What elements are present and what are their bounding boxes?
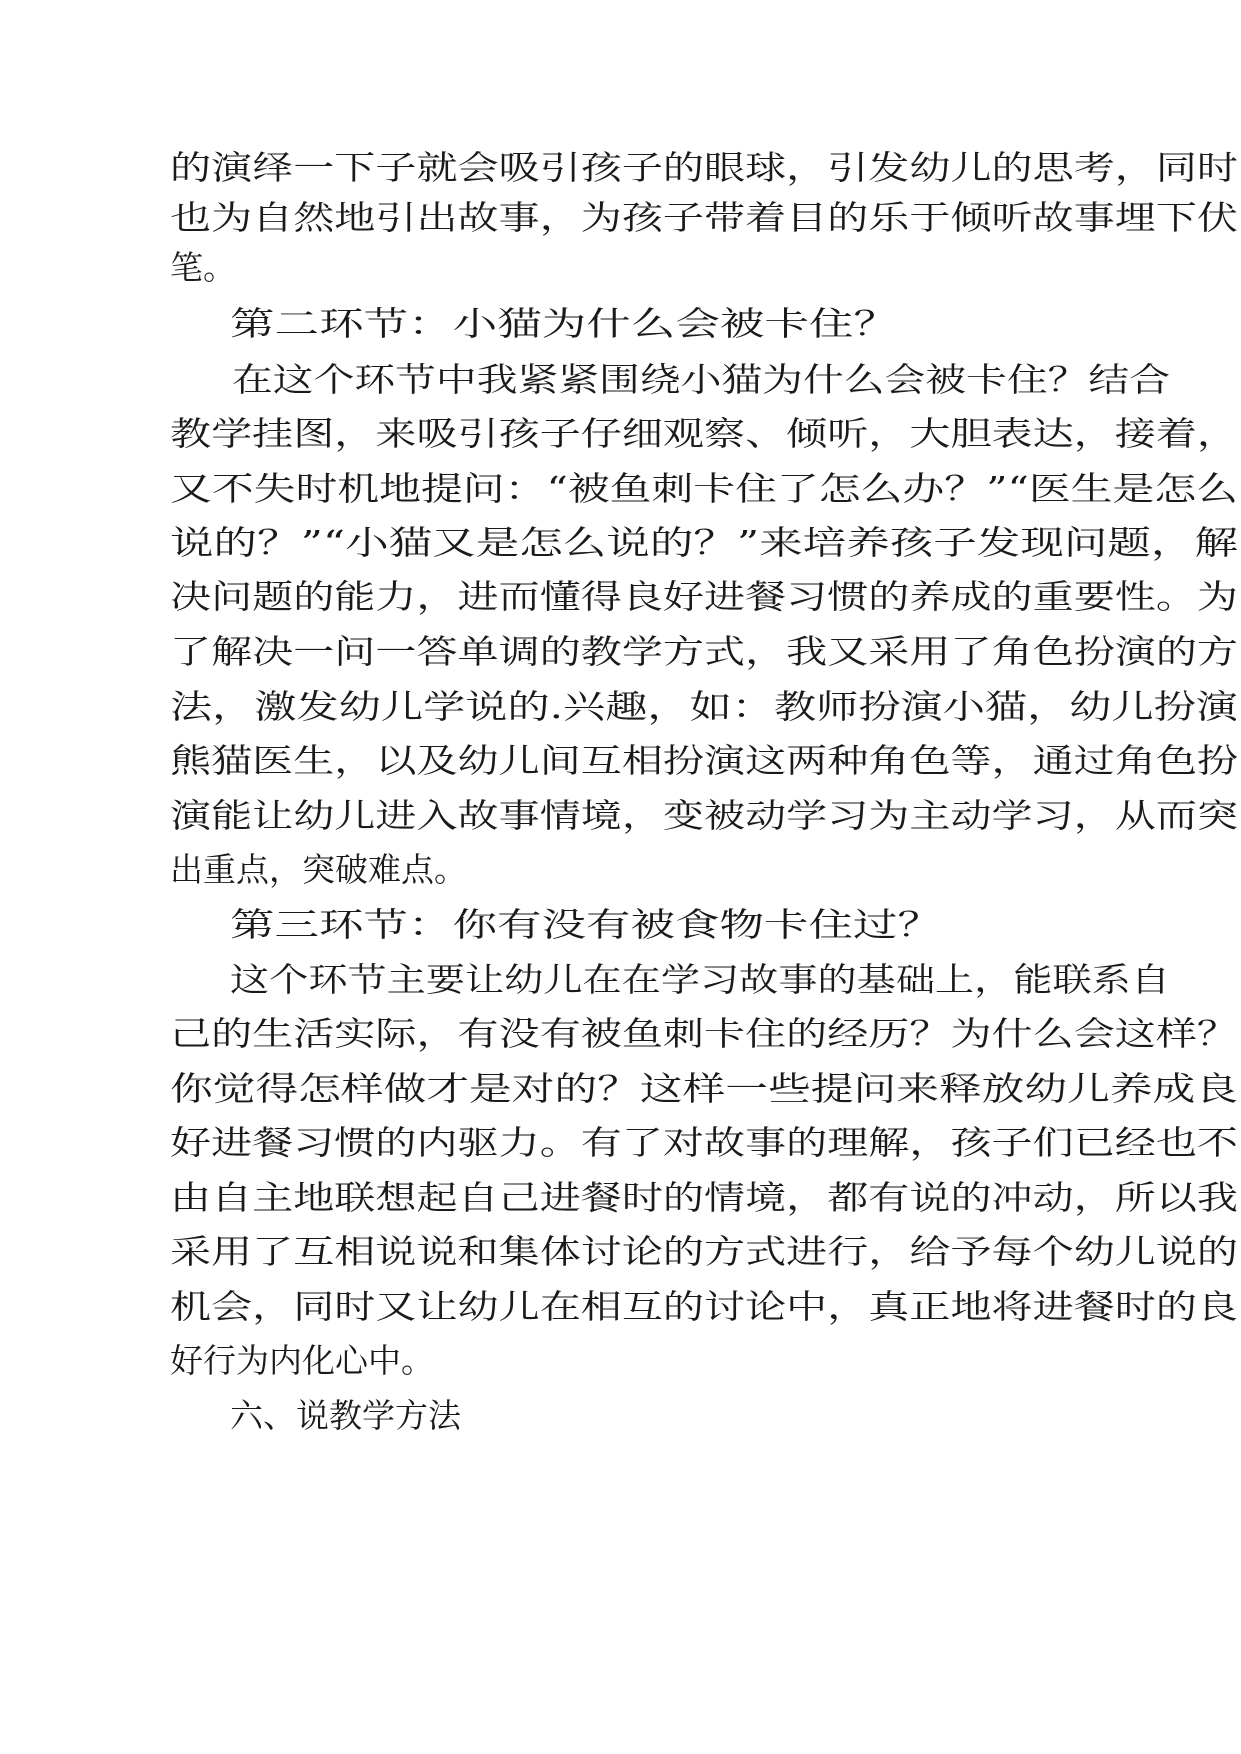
line-text: 六、说教学方法 bbox=[230, 1396, 461, 1435]
text-line bbox=[0, 1222, 1241, 1282]
section-heading bbox=[0, 1386, 1241, 1446]
line-text: 熊猫医生，以及幼儿间互相扮演这两种角色等，通过角色扮 bbox=[170, 741, 1238, 780]
line-text: 这个环节主要让幼儿在在学习故事的基础上，能联系自 bbox=[230, 960, 1170, 999]
line-text: 的演绎一下子就会吸引孩子的眼球，引发幼儿的思考，同时 bbox=[170, 148, 1238, 187]
line-text: 决问题的能力，进而懂得良好进餐习惯的养成的重要性。为 bbox=[170, 577, 1238, 616]
line-text: 教学挂图，来吸引孩子仔细观察、倾听，大胆表达，接着， bbox=[170, 414, 1238, 453]
line-text: 又不失时机地提问：“被鱼刺卡住了怎么办？”“医生是怎么 bbox=[170, 469, 1238, 508]
text-line bbox=[0, 459, 1241, 519]
line-text: 你觉得怎样做才是对的？这样一些提问来释放幼儿养成良 bbox=[170, 1069, 1238, 1108]
text-line bbox=[0, 840, 1241, 900]
section-heading bbox=[0, 294, 1241, 354]
text-line bbox=[0, 677, 1241, 737]
line-text: 机会，同时又让幼儿在相互的讨论中，真正地将进餐时的良 bbox=[170, 1287, 1238, 1326]
line-text: 出重点，突破难点。 bbox=[170, 850, 467, 889]
line-text: 在这个环节中我紧紧围绕小猫为什么会被卡住？结合 bbox=[232, 360, 1170, 399]
text-line bbox=[0, 404, 1241, 464]
text-line bbox=[0, 1059, 1241, 1119]
line-text: 第三环节：你有没有被食物卡住过？ bbox=[230, 905, 942, 944]
text-line bbox=[0, 350, 1241, 410]
text-line bbox=[0, 1331, 1241, 1391]
text-line bbox=[0, 950, 1241, 1010]
line-text: 了解决一问一答单调的教学方式，我又采用了角色扮演的方 bbox=[170, 632, 1238, 671]
text-line bbox=[0, 238, 1241, 298]
line-text: 第二环节：小猫为什么会被卡住？ bbox=[230, 304, 898, 343]
text-line bbox=[0, 1277, 1241, 1337]
line-text: 好进餐习惯的内驱力。有了对故事的理解，孩子们已经也不 bbox=[170, 1123, 1238, 1162]
text-line bbox=[0, 1113, 1241, 1173]
line-text: 法，激发幼儿学说的.兴趣，如：教师扮演小猫，幼儿扮演 bbox=[170, 687, 1238, 726]
text-line bbox=[0, 786, 1241, 846]
line-text: 演能让幼儿进入故事情境，变被动学习为主动学习，从而突 bbox=[170, 796, 1238, 835]
text-line bbox=[0, 567, 1241, 627]
line-text: 笔。 bbox=[170, 248, 236, 287]
text-line bbox=[0, 731, 1241, 791]
text-line bbox=[0, 622, 1241, 682]
line-text: 由自主地联想起自己进餐时的情境，都有说的冲动，所以我 bbox=[170, 1178, 1238, 1217]
text-line bbox=[0, 513, 1241, 573]
text-line bbox=[0, 1168, 1241, 1228]
line-text: 说的？”“小猫又是怎么说的？”来培养孩子发现问题，解 bbox=[170, 523, 1238, 562]
line-text: 己的生活实际，有没有被鱼刺卡住的经历？为什么会这样？ bbox=[170, 1014, 1238, 1053]
text-line bbox=[0, 1004, 1241, 1064]
line-text: 好行为内化心中。 bbox=[170, 1341, 434, 1380]
section-heading bbox=[0, 895, 1241, 955]
line-text: 也为自然地引出故事，为孩子带着目的乐于倾听故事埋下伏 bbox=[170, 198, 1238, 237]
line-text: 采用了互相说说和集体讨论的方式进行，给予每个幼儿说的 bbox=[170, 1232, 1238, 1271]
